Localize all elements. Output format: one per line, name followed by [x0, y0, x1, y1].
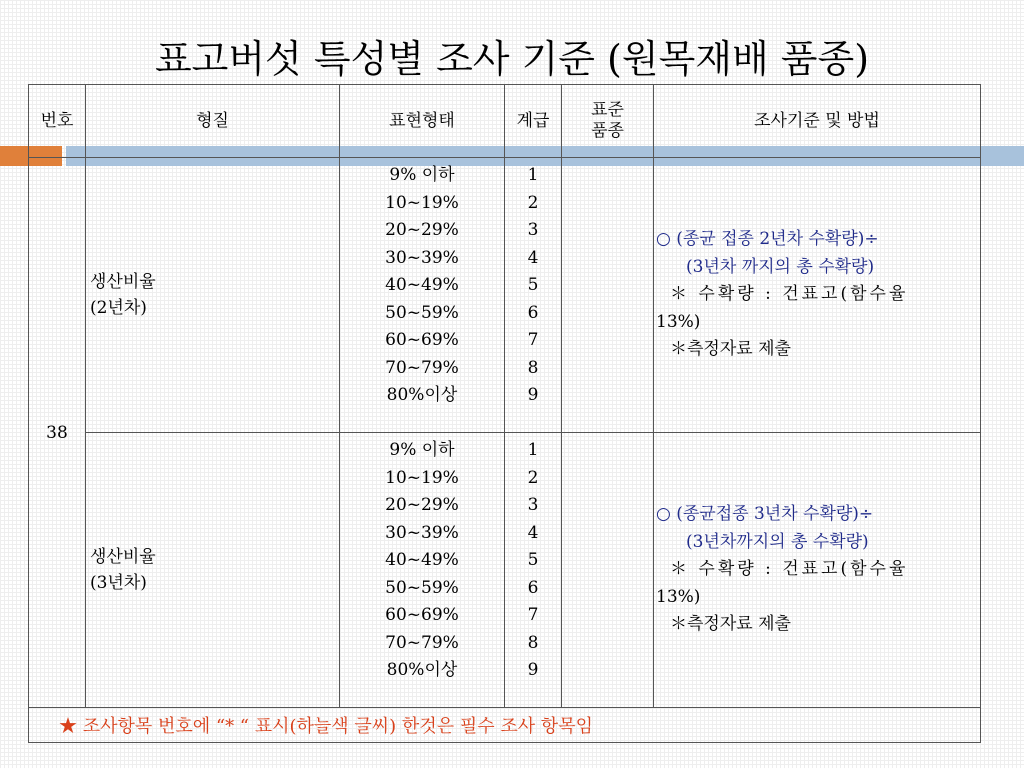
grade-value: 2 — [527, 192, 539, 213]
header-number: 번호 — [29, 85, 86, 158]
form-value: 50~59% — [385, 302, 459, 323]
grade-value: 7 — [527, 330, 539, 350]
standard-variety-cell — [562, 433, 654, 708]
footnote-cell — [29, 708, 981, 743]
form-cell — [340, 433, 505, 708]
grade-value: 9 — [527, 385, 539, 405]
trait-label: 생산비율 — [90, 547, 156, 567]
footnote-row — [29, 708, 981, 743]
form-value: 70~79% — [385, 357, 459, 378]
method-cell — [654, 433, 981, 708]
table-row — [29, 158, 981, 433]
grade-cell — [505, 158, 562, 433]
grade-value: 2 — [527, 467, 539, 488]
grade-value: 3 — [527, 220, 539, 240]
header-form: 표현형태 — [340, 85, 505, 158]
method-note-moisture: 13%) — [656, 586, 701, 607]
form-value: 60~69% — [385, 605, 459, 625]
form-value: 9% 이하 — [389, 165, 455, 185]
trait-label: 생산비율 — [90, 272, 156, 292]
form-value: 80%이상 — [386, 385, 458, 405]
grade-value: 1 — [527, 165, 539, 185]
grade-value: 5 — [527, 275, 539, 295]
grade-value: 8 — [527, 357, 539, 378]
criteria-table — [28, 84, 981, 743]
grade-value: 8 — [527, 632, 539, 653]
method-formula-denominator: (3년차 까지의 총 수확량) — [686, 256, 875, 277]
grade-cell — [505, 433, 562, 708]
form-value: 60~69% — [385, 330, 459, 350]
grade-value: 1 — [527, 440, 539, 460]
footnote-text: ★ 조사항목 번호에 “* “ 표시(하늘색 글씨) 한것은 필수 조사 항목임 — [59, 716, 593, 737]
row-number: 38 — [29, 158, 86, 708]
trait-year: (2년차) — [90, 298, 147, 318]
grade-value: 4 — [527, 522, 539, 543]
grade-value: 9 — [527, 660, 539, 680]
trait-year: (3년차) — [90, 573, 147, 593]
form-value: 30~39% — [385, 247, 459, 268]
trait-cell — [86, 158, 340, 433]
grade-value: 3 — [527, 495, 539, 515]
form-value: 30~39% — [385, 522, 459, 543]
grade-value: 5 — [527, 550, 539, 570]
form-value: 80%이상 — [386, 660, 458, 680]
form-value: 20~29% — [385, 220, 459, 240]
form-value: 20~29% — [385, 495, 459, 515]
header-standard-line2: 품종 — [591, 121, 624, 141]
form-value: 50~59% — [385, 577, 459, 598]
header-standard — [562, 85, 654, 158]
method-note-yield: ＊ 수확량 : 건표고(함수율 — [670, 284, 909, 305]
method-formula-denominator: (3년차까지의 총 수확량) — [686, 531, 869, 552]
form-value: 40~49% — [385, 275, 459, 295]
header-method: 조사기준 및 방법 — [654, 85, 981, 158]
grade-value: 7 — [527, 605, 539, 625]
method-cell — [654, 158, 981, 433]
method-note-submit: ＊측정자료 제출 — [670, 614, 791, 635]
standard-variety-cell — [562, 158, 654, 433]
form-value: 70~79% — [385, 632, 459, 653]
header-grade: 계급 — [505, 85, 562, 158]
slide-title: 표고버섯 특성별 조사 기준 (원목재배 품종) — [154, 37, 870, 81]
method-note-yield: ＊ 수확량 : 건표고(함수율 — [670, 559, 909, 580]
header-standard-line1: 표준 — [591, 100, 624, 120]
method-formula: ○ (종균접종 3년차 수확량)÷ — [656, 504, 874, 525]
form-value: 9% 이하 — [389, 440, 455, 460]
method-note-moisture: 13%) — [656, 311, 701, 332]
table-row — [29, 433, 981, 708]
grade-value: 6 — [527, 577, 539, 598]
form-cell — [340, 158, 505, 433]
trait-cell — [86, 433, 340, 708]
method-note-submit: ＊측정자료 제출 — [670, 339, 791, 360]
grade-value: 6 — [527, 302, 539, 323]
form-value: 40~49% — [385, 550, 459, 570]
header-trait: 형질 — [86, 85, 340, 158]
header-row — [29, 85, 981, 158]
method-formula: ○ (종균 접종 2년차 수확량)÷ — [656, 229, 879, 250]
form-value: 10~19% — [385, 467, 459, 488]
form-value: 10~19% — [385, 192, 459, 213]
grade-value: 4 — [527, 247, 539, 268]
